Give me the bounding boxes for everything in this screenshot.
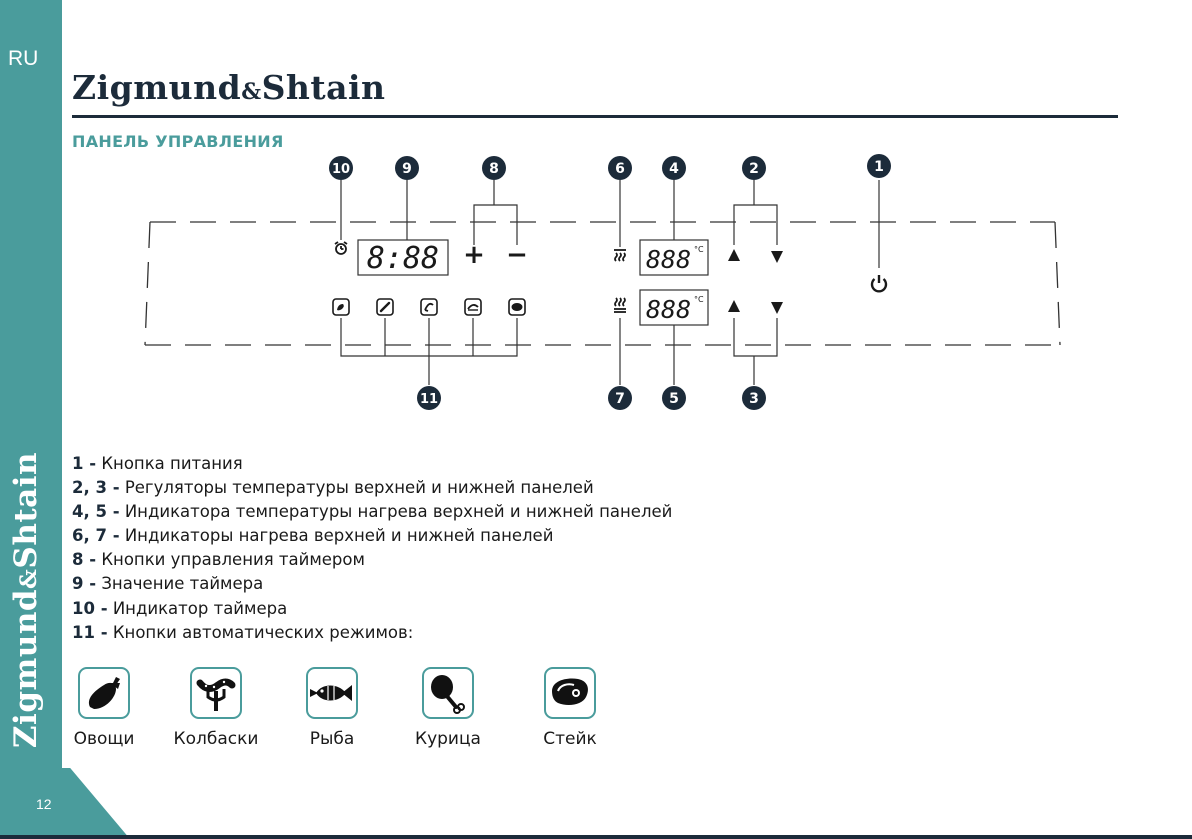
legend-text: Кнопки автоматических режимов: <box>112 622 414 642</box>
callout-7 <box>608 386 632 410</box>
bottom-temp-up-arrow <box>728 300 740 312</box>
mode-label: Курица <box>415 729 481 749</box>
timer-minus-button: − <box>506 240 528 270</box>
callout-6 <box>608 156 632 180</box>
panel-outline <box>145 222 1060 345</box>
legend-item <box>72 572 672 596</box>
callout-11 <box>417 386 441 410</box>
callout-label: 10 <box>331 162 351 177</box>
bottom-temp-unit: °C <box>694 295 704 304</box>
section-title: ПАНЕЛЬ УПРАВЛЕНИЯ <box>72 132 284 151</box>
callout-3 <box>742 386 766 410</box>
legend-number: 11 - <box>72 622 108 642</box>
callout-label: 3 <box>749 391 759 407</box>
top-temp-up-arrow <box>728 249 740 261</box>
fish-icon <box>306 667 358 719</box>
eggplant-icon <box>78 667 130 719</box>
mode-button-steak-icon <box>509 299 525 315</box>
legend-number: 1 - <box>72 454 97 473</box>
mode-label: Стейк <box>543 729 597 749</box>
power-icon <box>872 275 886 291</box>
mode-label: Колбаски <box>173 729 259 749</box>
mode-label: Рыба <box>309 729 355 749</box>
timer-display: 8:88 <box>366 241 440 276</box>
legend-text: Регуляторы температуры верхней и нижней панелей <box>124 478 594 498</box>
callout-label: 2 <box>749 161 759 177</box>
mode-button-vegetables-icon <box>333 299 349 315</box>
callout-9 <box>395 156 419 180</box>
timer-plus-button: + <box>463 240 485 270</box>
legend-list <box>72 452 672 645</box>
callout-label: 1 <box>874 159 884 175</box>
mode-vegetables <box>73 667 135 749</box>
callout-4 <box>662 156 686 180</box>
mode-fish <box>306 667 358 749</box>
mode-button-chicken-icon <box>465 299 481 315</box>
top-temp-down-arrow <box>771 251 783 263</box>
sausage-fork-icon <box>190 667 242 719</box>
sidebar-brand-logo: Zigmund&Shtain <box>8 451 44 749</box>
alarm-clock-icon <box>335 242 347 254</box>
mode-sausages <box>173 667 259 749</box>
page-number: 12 <box>36 796 52 812</box>
mode-steak <box>543 667 597 749</box>
legend-item <box>72 524 672 548</box>
legend-number: 10 - <box>72 598 108 618</box>
bottom-temp-display: 888 <box>646 295 692 324</box>
legend-text: Кнопка питания <box>101 454 243 473</box>
legend-number: 6, 7 - <box>72 526 120 546</box>
legend-number: 4, 5 - <box>72 502 120 522</box>
callout-label: 9 <box>402 161 412 177</box>
legend-item <box>72 548 672 572</box>
legend-item <box>72 452 672 476</box>
callout-10 <box>329 156 353 180</box>
language-label: RU <box>8 47 39 70</box>
mode-label: Овощи <box>73 729 135 749</box>
callout-label: 5 <box>669 391 679 407</box>
bottom-temp-down-arrow <box>771 302 783 314</box>
legend-item <box>72 597 672 621</box>
mode-button-sausages-icon <box>377 299 393 315</box>
callout-2 <box>742 156 766 180</box>
top-heating-indicator-icon <box>614 250 626 261</box>
top-temp-display: 888 <box>646 245 692 274</box>
mode-button-fish-icon <box>421 299 437 315</box>
leader-lines <box>341 180 879 385</box>
callout-label: 11 <box>419 392 439 407</box>
legend-item <box>72 500 672 524</box>
legend-number: 8 - <box>72 550 97 570</box>
bottom-heating-indicator-icon <box>614 298 626 312</box>
sidebar-footer-shape <box>0 768 130 839</box>
legend-number: 2, 3 - <box>72 478 120 498</box>
top-temp-unit: °C <box>694 245 704 254</box>
callout-5 <box>662 386 686 410</box>
callout-label: 4 <box>669 161 679 177</box>
mode-chicken <box>415 667 481 749</box>
legend-text: Кнопки управления таймером <box>101 550 365 570</box>
callout-label: 8 <box>489 161 499 177</box>
callout-label: 6 <box>615 161 625 177</box>
callout-1 <box>867 154 891 178</box>
bottom-rule <box>0 835 1192 839</box>
legend-text: Индикатора температуры нагрева верхней и нижней панелей <box>124 502 673 522</box>
legend-item <box>72 476 672 500</box>
legend-item <box>72 621 672 645</box>
legend-text: Значение таймера <box>101 574 264 594</box>
callout-label: 7 <box>615 391 625 407</box>
chicken-leg-icon <box>422 667 474 719</box>
callout-8 <box>482 156 506 180</box>
legend-text: Индикаторы нагрева верхней и нижней панелей <box>124 526 554 546</box>
legend-number: 9 - <box>72 574 97 594</box>
legend-text: Индикатор таймера <box>112 598 288 618</box>
steak-icon <box>544 667 596 719</box>
brand-logo: Zigmund&Shtain <box>72 68 386 107</box>
